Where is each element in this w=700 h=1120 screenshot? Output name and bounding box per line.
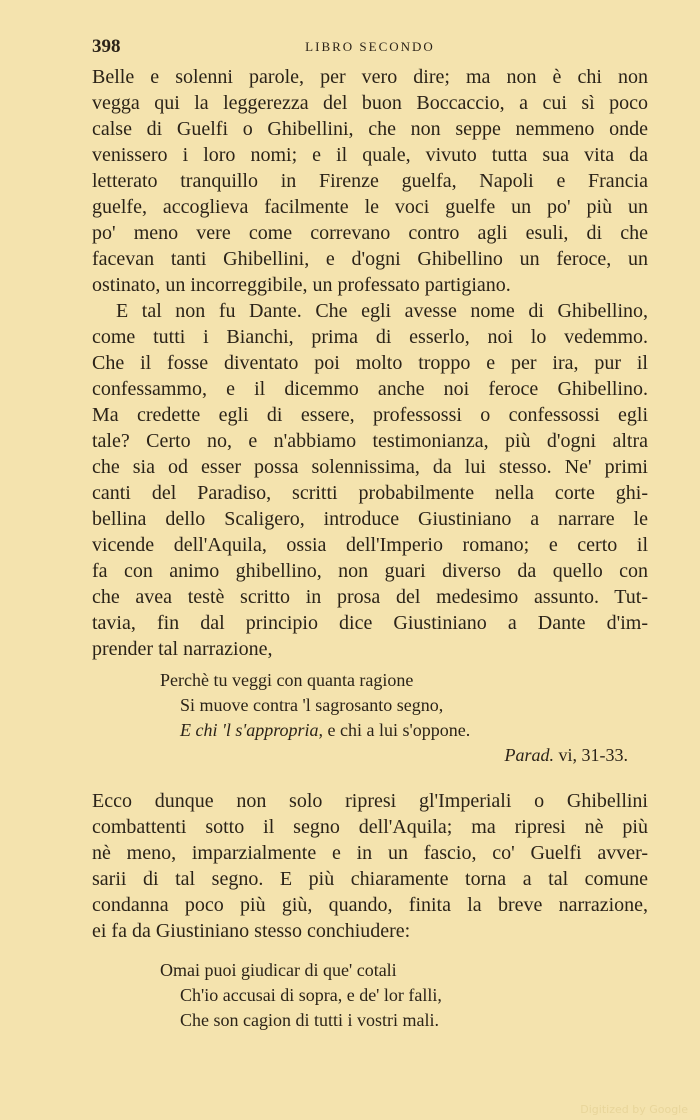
text-line: vegga qui la leggerezza del buon Boccaccio, a cui sì poco bbox=[92, 92, 648, 114]
text-line: canti del Paradiso, scritti probabilmente nella corte ghi- bbox=[92, 482, 648, 504]
running-head: LIBRO SECONDO bbox=[305, 39, 435, 54]
text-line: combattenti sotto il segno dell'Aquila; ma ripresi nè più bbox=[92, 816, 648, 838]
text-line: bellina dello Scaligero, introduce Giustiniano a narrare le bbox=[92, 508, 648, 530]
text-line: po' meno vere come correvano contro agli esuli, di che bbox=[92, 222, 648, 244]
text-line: ostinato, un incorreggibile, un professato partigiano. bbox=[92, 274, 511, 296]
text-line: fa con animo ghibellino, non guari diverso da quello con bbox=[92, 560, 648, 582]
page-header bbox=[92, 36, 648, 60]
page-number: 398 bbox=[92, 36, 121, 57]
text-line: che sia od esser possa solennissima, da lui stesso. Ne' primi bbox=[92, 456, 648, 478]
verse-line: Che son cagion di tutti i vostri mali. bbox=[180, 1010, 439, 1030]
paragraph-1 bbox=[92, 64, 648, 298]
text-line: venissero i loro nomi; e il quale, vivuto tutta sua vita da bbox=[92, 144, 648, 166]
verse-line: Omai puoi giudicar di que' cotali bbox=[160, 960, 397, 980]
verse-citation bbox=[92, 743, 648, 768]
verse-line: Si muove contra 'l sagrosanto segno, bbox=[180, 695, 444, 715]
text-line: nè meno, imparzialmente e in un fascio, co' Guelfi avver- bbox=[92, 842, 648, 864]
text-line: E tal non fu Dante. Che egli avesse nome di Ghibellino, bbox=[116, 300, 648, 322]
text-line: calse di Guelfi o Ghibellini, che non seppe nemmeno onde bbox=[92, 118, 648, 140]
verse-line: Ch'io accusai di sopra, e de' lor falli, bbox=[180, 985, 442, 1005]
text-line: facevan tanti Ghibellini, e d'ogni Ghibellino un feroce, un bbox=[92, 248, 648, 270]
text-line: confessammo, e il dicemmo anche noi feroce Ghibellino. bbox=[92, 378, 648, 400]
verse-quote-2 bbox=[92, 958, 648, 1033]
text-line: prender tal narrazione, bbox=[92, 638, 273, 660]
verse-line: Perchè tu veggi con quanta ragione bbox=[160, 670, 414, 690]
citation-work: Parad. bbox=[504, 745, 554, 765]
citation-ref: vi, 31-33. bbox=[554, 745, 628, 765]
text-line: come tutti i Bianchi, prima di esserlo, noi lo vedemmo. bbox=[92, 326, 648, 348]
text-line: tale? Certo no, e n'abbiamo testimonianza, più d'ogni altra bbox=[92, 430, 648, 452]
text-line: guelfe, accoglieva facilmente le voci guelfe un po' più un bbox=[92, 196, 648, 218]
verse-italic: E chi 'l s'appropria, bbox=[180, 720, 324, 740]
text-line: vicende dell'Aquila, ossia dell'Imperio romano; e certo il bbox=[92, 534, 648, 556]
text-line: Ma credette egli di essere, professossi o confessossi egli bbox=[92, 404, 648, 426]
text-line: tavia, fin dal principio dice Giustiniano a Dante d'im- bbox=[92, 612, 648, 634]
verse-rest: e chi a lui s'oppone. bbox=[323, 720, 471, 740]
paragraph-2 bbox=[92, 298, 648, 662]
verse-line bbox=[92, 718, 648, 743]
text-line: Che il fosse diventato poi molto troppo e per ira, pur il bbox=[92, 352, 648, 374]
verse-quote-1 bbox=[92, 668, 648, 768]
text-line: sarii di tal segno. E più chiaramente torna a tal comune bbox=[92, 868, 648, 890]
text-line: ei fa da Giustiniano stesso conchiudere: bbox=[92, 920, 411, 942]
text-line: Ecco dunque non solo ripresi gl'Imperiali o Ghibellini bbox=[92, 790, 648, 812]
text-line: che avea testè scritto in prosa del medesimo assunto. Tut- bbox=[92, 586, 648, 608]
paragraph-3 bbox=[92, 788, 648, 944]
text-line: Belle e solenni parole, per vero dire; ma non è chi non bbox=[92, 66, 648, 88]
text-line: condanna poco più giù, quando, finita la breve narrazione, bbox=[92, 894, 648, 916]
text-line: letterato tranquillo in Firenze guelfa, Napoli e Francia bbox=[92, 170, 648, 192]
digitization-watermark: Digitized by Google bbox=[580, 1103, 688, 1116]
